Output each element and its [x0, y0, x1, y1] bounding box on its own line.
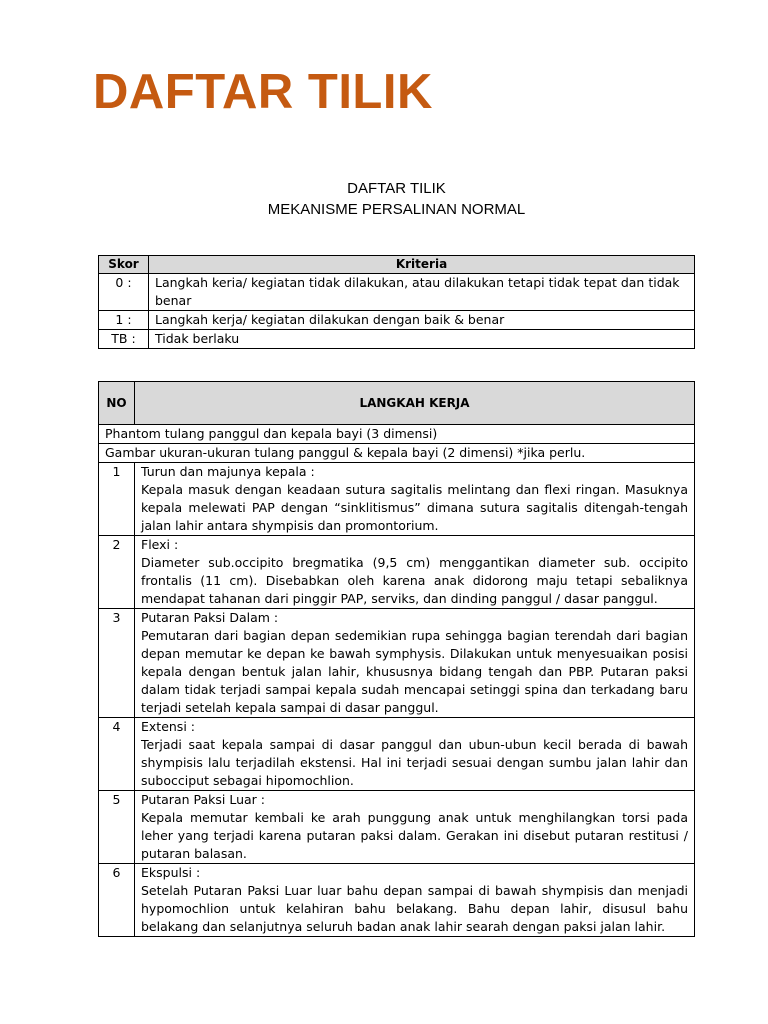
step-title: Extensi :: [141, 719, 195, 734]
score-row: [99, 274, 695, 311]
step-description: Setelah Putaran Paksi Luar luar bahu depan sampai di bawah shympisis dan menjadi hypomochlion untuk kelahiran bahu belakang. Bahu depan lahir, disusul bahu belakang dan selanjutnya seluruh badan anak lahir searah dengan paksi jalan lahir.: [141, 883, 688, 934]
step-row: [99, 718, 695, 791]
score-row: [99, 330, 695, 349]
score-criteria: Langkah keria/ kegiatan tidak dilakukan, atau dilakukan tetapi tidak tepat dan tidak benar: [149, 274, 695, 311]
score-criteria: Langkah kerja/ kegiatan dilakukan dengan baik & benar: [149, 311, 695, 330]
step-content: [135, 536, 695, 609]
step-title: Turun dan majunya kepala :: [141, 464, 315, 479]
step-content: [135, 463, 695, 536]
step-row: [99, 463, 695, 536]
document-subheading: MEKANISME PERSALINAN NORMAL: [267, 201, 526, 218]
header-langkah-kerja: LANGKAH KERJA: [135, 382, 695, 425]
step-number: 6: [99, 864, 135, 937]
document-heading: DAFTAR TILIK: [347, 180, 446, 197]
page-title: DAFTAR TILIK: [93, 65, 433, 119]
step-row: [99, 609, 695, 718]
header-no: NO: [99, 382, 135, 425]
step-description: Diameter sub.occipito bregmatika (9,5 cm) menggantikan diameter sub. occipito frontalis (11 cm). Disebabkan oleh karena anak didorong maju tetapi sebaliknya mendapat tahanan dari pinggir PAP, serviks, dan dinding panggul / dasar panggul.: [141, 555, 688, 606]
materials-row: [99, 444, 695, 463]
step-title: Putaran Paksi Dalam :: [141, 610, 279, 625]
step-description: Pemutaran dari bagian depan sedemikian rupa sehingga bagian terendah dari bagian depan memutar ke depan ke bawah symphysis. Dilakukan untuk menyesuaikan posisi kepala dengan bentuk jalan lahir, khususnya bidang tengah dan PBP. Putaran paksi dalam tidak terjadi sampai kepala sudah mencapai setinggi spina dan terkadang baru terjadi setelah kepala sampai di dasar panggul.: [141, 628, 688, 715]
step-content: [135, 864, 695, 937]
step-description: Kepala memutar kembali ke arah punggung anak untuk menghilangkan torsi pada leher yang terjadi karena putaran paksi dalam. Gerakan ini disebut putaran restitusi / putaran balasan.: [141, 810, 688, 861]
score-criteria: Tidak berlaku: [149, 330, 695, 349]
step-description: Terjadi saat kepala sampai di dasar panggul dan ubun-ubun kecil berada di bawah shympisis lalu terjadilah ekstensi. Hal ini terjadi sesuai dengan sumbu jalan lahir dan subocciput sebagai hipomochlion.: [141, 737, 688, 788]
step-content: [135, 609, 695, 718]
step-title: Ekspulsi :: [141, 865, 201, 880]
score-value: TB :: [99, 330, 149, 349]
score-row: [99, 311, 695, 330]
header-skor: Skor: [99, 256, 149, 274]
step-title: Putaran Paksi Luar :: [141, 792, 265, 807]
score-value: 1 :: [99, 311, 149, 330]
step-number: 5: [99, 791, 135, 864]
step-row: [99, 864, 695, 937]
step-number: 3: [99, 609, 135, 718]
steps-table-header: [99, 382, 695, 425]
step-row: [99, 536, 695, 609]
step-content: [135, 791, 695, 864]
step-number: 2: [99, 536, 135, 609]
score-table-header: [99, 256, 695, 274]
steps-table: [98, 381, 695, 937]
material-item: Phantom tulang panggul dan kepala bayi (3 dimensi): [99, 425, 695, 444]
material-item: Gambar ukuran-ukuran tulang panggul & kepala bayi (2 dimensi) *jika perlu.: [99, 444, 695, 463]
score-value: 0 :: [99, 274, 149, 311]
step-title: Flexi :: [141, 537, 179, 552]
step-content: [135, 718, 695, 791]
header-kriteria: Kriteria: [149, 256, 695, 274]
step-number: 1: [99, 463, 135, 536]
step-description: Kepala masuk dengan keadaan sutura sagitalis melintang dan flexi ringan. Masuknya kepala melewati PAP dengan “sinklitismus” dimana sutura sagitalis ditengah-tengah jalan lahir antara shympisis dan promontorium.: [141, 482, 688, 533]
score-table: [98, 255, 695, 349]
step-number: 4: [99, 718, 135, 791]
step-row: [99, 791, 695, 864]
materials-row: [99, 425, 695, 444]
